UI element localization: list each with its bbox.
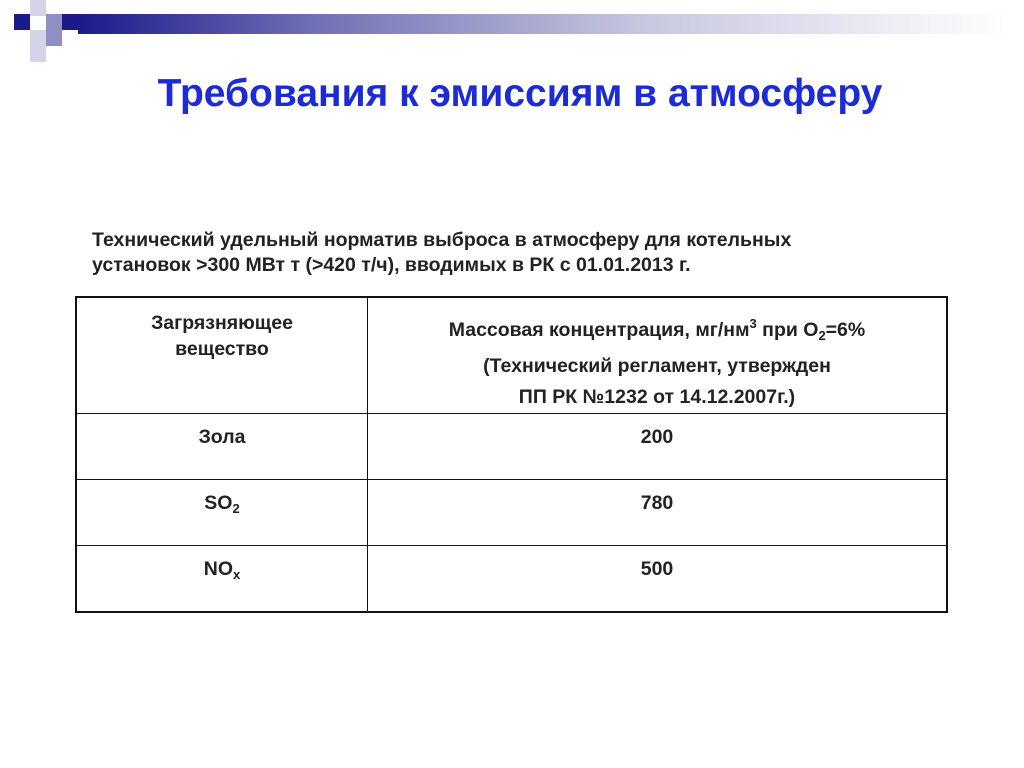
value-cell: 200 [368,414,948,480]
subtitle-line-1: Технический удельный норматив выброса в атмосферу для котельных [92,229,792,251]
decor-gradient-bar [78,14,1012,34]
header-conc-line3: ПП РК №1232 от 14.12.2007г.) [518,386,796,408]
table-row [76,414,947,480]
decor-square-mid [46,14,62,30]
decor-square-light [30,46,46,62]
slide-subtitle [92,228,952,278]
decor-square-dark [62,14,78,30]
emissions-table [75,296,948,613]
decor-square-dark [14,14,30,30]
header-pollutant [76,297,368,414]
pollutant-cell: $NO_x$ [76,546,368,613]
decor-square-light [30,0,46,16]
value-cell: 780 [368,480,948,546]
value-cell: 500 [368,546,948,613]
header-pollutant-line1: Загрязняющее [151,312,293,334]
decor-square-light [30,30,46,46]
subtitle-line-2: установок >300 МВт т (>420 т/ч), вводимых в РК с 01.01.2013 г. [92,254,691,276]
header-concentration [368,297,948,414]
header-conc-line2: (Технический регламент, утвержден [483,355,831,377]
table-header-row [76,297,947,414]
decor-square-mid [46,30,62,46]
pollutant-cell: $SO_2$ [76,480,368,546]
slide-title: Требования к эмиссиям в атмосферу [157,72,883,115]
header-conc-line1: Массовая концентрация, $мг/нм^3$ при $О_2=6\%$ [448,316,866,343]
table-row [76,480,947,546]
header-pollutant-line2: вещество [175,338,269,360]
pollutant-cell: Зола [76,414,368,480]
table-row [76,546,947,613]
